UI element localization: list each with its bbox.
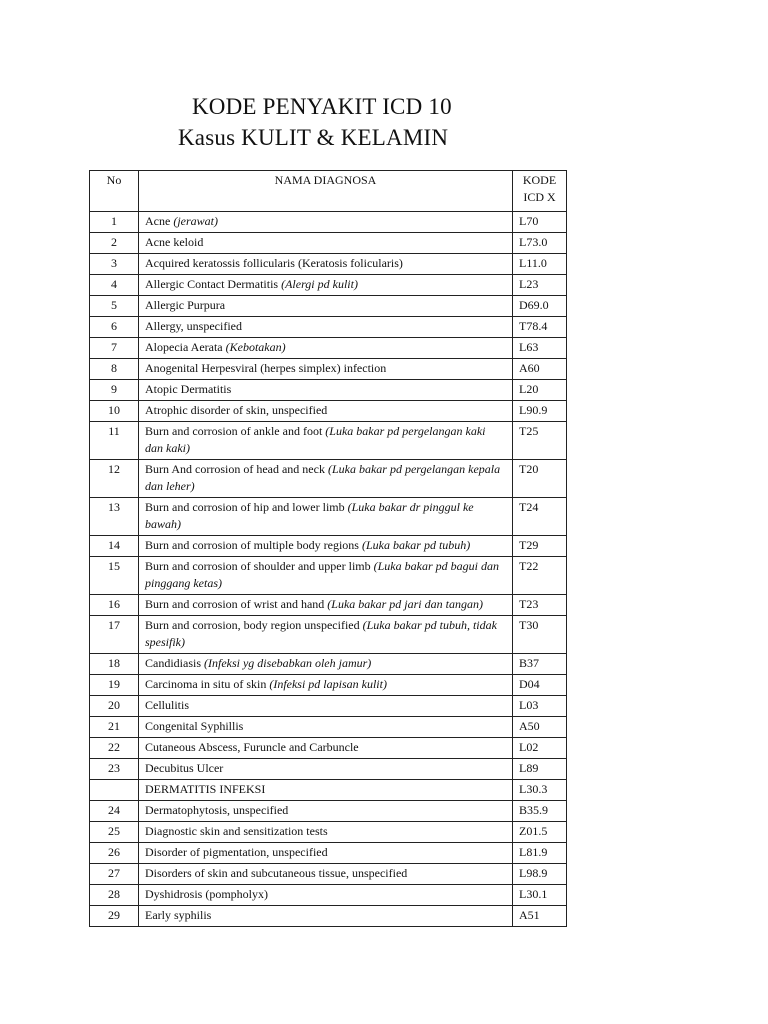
icd-code: T30 <box>513 616 567 654</box>
row-number: 10 <box>90 401 139 422</box>
icd-code: L23 <box>513 275 567 296</box>
diagnosis-cell <box>139 696 513 717</box>
row-number: 9 <box>90 380 139 401</box>
diagnosis-cell <box>139 616 513 654</box>
diagnosis-cell <box>139 317 513 338</box>
diagnosis-cell <box>139 675 513 696</box>
icd-code: L81.9 <box>513 843 567 864</box>
diagnosis-cell <box>139 254 513 275</box>
icd-code: B37 <box>513 654 567 675</box>
diagnosis-cell <box>139 380 513 401</box>
diagnosis-name: DERMATITIS INFEKSI <box>145 782 266 796</box>
diagnosis-name: Burn and corrosion of shoulder and upper limb <box>145 559 371 573</box>
header-diagnosis: NAMA DIAGNOSA <box>139 171 513 212</box>
diagnosis-cell <box>139 843 513 864</box>
icd-code: L03 <box>513 696 567 717</box>
row-number: 26 <box>90 843 139 864</box>
row-number: 13 <box>90 498 139 536</box>
diagnosis-note: (Luka bakar pd tubuh) <box>361 538 471 552</box>
table-row <box>90 460 567 498</box>
diagnosis-note: (Infeksi yg disebabkan oleh jamur) <box>204 656 372 670</box>
table-row <box>90 864 567 885</box>
diagnosis-cell <box>139 759 513 780</box>
diagnosis-name: Atopic Dermatitis <box>145 382 232 396</box>
diagnosis-name: Early syphilis <box>145 908 212 922</box>
table-row <box>90 675 567 696</box>
diagnosis-cell <box>139 885 513 906</box>
icd-code: A50 <box>513 717 567 738</box>
diagnosis-note: (Kebotakan) <box>225 340 286 354</box>
row-number: 2 <box>90 233 139 254</box>
header-code-line2: ICD X <box>523 190 556 204</box>
diagnosis-name: Burn And corrosion of head and neck <box>145 462 325 476</box>
icd-code: A51 <box>513 906 567 927</box>
row-number: 14 <box>90 536 139 557</box>
icd-code: L30.1 <box>513 885 567 906</box>
table-row <box>90 780 567 801</box>
table-row <box>90 616 567 654</box>
header-code-line1: KODE <box>522 173 557 187</box>
table-row <box>90 595 567 616</box>
diagnosis-note: (Luka bakar pd bagui dan pinggang ketas) <box>145 559 499 590</box>
row-number <box>90 780 139 801</box>
icd-code: L11.0 <box>513 254 567 275</box>
diagnosis-cell <box>139 338 513 359</box>
table-row <box>90 738 567 759</box>
diagnosis-note: (Luka bakar pd tubuh, tidak spesifik) <box>145 618 497 649</box>
table-row <box>90 401 567 422</box>
diagnosis-note: (Alergi pd kulit) <box>281 277 358 291</box>
row-number: 8 <box>90 359 139 380</box>
icd-code: D69.0 <box>513 296 567 317</box>
row-number: 7 <box>90 338 139 359</box>
row-number: 1 <box>90 212 139 233</box>
diagnosis-name: Alopecia Aerata <box>145 340 223 354</box>
table-row <box>90 422 567 460</box>
icd-code: T23 <box>513 595 567 616</box>
icd-code: L70 <box>513 212 567 233</box>
row-number: 6 <box>90 317 139 338</box>
table-row <box>90 233 567 254</box>
diagnosis-cell <box>139 460 513 498</box>
icd-code: T78.4 <box>513 317 567 338</box>
table-row <box>90 338 567 359</box>
diagnosis-note: (Infeksi pd lapisan kulit) <box>269 677 387 691</box>
row-number: 27 <box>90 864 139 885</box>
diagnosis-cell <box>139 780 513 801</box>
diagnosis-cell <box>139 906 513 927</box>
diagnosis-note: (jerawat) <box>173 214 218 228</box>
diagnosis-cell <box>139 359 513 380</box>
table-row <box>90 296 567 317</box>
diagnosis-cell <box>139 422 513 460</box>
icd-code: T29 <box>513 536 567 557</box>
icd-code: L98.9 <box>513 864 567 885</box>
diagnosis-name: Anogenital Herpesviral (herpes simplex) infection <box>145 361 387 375</box>
diagnosis-name: Congenital Syphillis <box>145 719 244 733</box>
table-row <box>90 536 567 557</box>
table-row <box>90 906 567 927</box>
diagnosis-name: Acquired keratossis follicularis (Keratosis folicularis) <box>145 256 403 270</box>
header-no: No <box>90 171 139 212</box>
icd-code-table <box>89 170 567 927</box>
diagnosis-note: (Luka bakar pd pergelangan kepala dan leher) <box>145 462 501 493</box>
row-number: 5 <box>90 296 139 317</box>
header-code <box>513 171 567 212</box>
diagnosis-cell <box>139 401 513 422</box>
table-row <box>90 801 567 822</box>
diagnosis-cell <box>139 212 513 233</box>
diagnosis-name: Acne keloid <box>145 235 204 249</box>
icd-code: T24 <box>513 498 567 536</box>
diagnosis-name: Candidiasis <box>145 656 201 670</box>
table-row <box>90 717 567 738</box>
table-row <box>90 759 567 780</box>
diagnosis-cell <box>139 233 513 254</box>
diagnosis-name: Burn and corrosion, body region unspecified <box>145 618 360 632</box>
row-number: 3 <box>90 254 139 275</box>
diagnosis-name: Burn and corrosion of hip and lower limb <box>145 500 345 514</box>
icd-code: L20 <box>513 380 567 401</box>
table-row <box>90 275 567 296</box>
diagnosis-cell <box>139 498 513 536</box>
diagnosis-name: Disorder of pigmentation, unspecified <box>145 845 328 859</box>
row-number: 21 <box>90 717 139 738</box>
row-number: 24 <box>90 801 139 822</box>
diagnosis-name: Cutaneous Abscess, Furuncle and Carbuncle <box>145 740 359 754</box>
row-number: 29 <box>90 906 139 927</box>
table-row <box>90 498 567 536</box>
table-row <box>90 380 567 401</box>
icd-code: T22 <box>513 557 567 595</box>
diagnosis-name: Cellulitis <box>145 698 190 712</box>
row-number: 20 <box>90 696 139 717</box>
table-body <box>90 212 567 927</box>
row-number: 11 <box>90 422 139 460</box>
document-title: KODE PENYAKIT ICD 10 <box>192 94 452 119</box>
icd-code: L90.9 <box>513 401 567 422</box>
diagnosis-name: Decubitus Ulcer <box>145 761 224 775</box>
diagnosis-name: Diagnostic skin and sensitization tests <box>145 824 328 838</box>
row-number: 23 <box>90 759 139 780</box>
table-row <box>90 885 567 906</box>
row-number: 19 <box>90 675 139 696</box>
icd-code: L73.0 <box>513 233 567 254</box>
row-number: 18 <box>90 654 139 675</box>
diagnosis-cell <box>139 557 513 595</box>
diagnosis-name: Dermatophytosis, unspecified <box>145 803 289 817</box>
diagnosis-cell <box>139 801 513 822</box>
table-row <box>90 696 567 717</box>
table-row <box>90 822 567 843</box>
diagnosis-note: (Luka bakar pd pergelangan kaki dan kaki) <box>145 424 486 455</box>
table-row <box>90 317 567 338</box>
diagnosis-name: Burn and corrosion of multiple body regions <box>145 538 359 552</box>
row-number: 25 <box>90 822 139 843</box>
table-row <box>90 254 567 275</box>
diagnosis-cell <box>139 717 513 738</box>
diagnosis-name: Burn and corrosion of ankle and foot <box>145 424 323 438</box>
table-row <box>90 654 567 675</box>
icd-code: T20 <box>513 460 567 498</box>
icd-code: B35.9 <box>513 801 567 822</box>
table-header-row <box>90 171 567 212</box>
icd-code: T25 <box>513 422 567 460</box>
icd-code: A60 <box>513 359 567 380</box>
row-number: 15 <box>90 557 139 595</box>
diagnosis-cell <box>139 536 513 557</box>
diagnosis-cell <box>139 822 513 843</box>
diagnosis-cell <box>139 654 513 675</box>
diagnosis-name: Dyshidrosis (pompholyx) <box>145 887 268 901</box>
diagnosis-name: Allergy, unspecified <box>145 319 242 333</box>
diagnosis-name: Burn and corrosion of wrist and hand <box>145 597 325 611</box>
diagnosis-cell <box>139 864 513 885</box>
row-number: 22 <box>90 738 139 759</box>
diagnosis-name: Allergic Contact Dermatitis <box>145 277 279 291</box>
icd-code: L63 <box>513 338 567 359</box>
row-number: 16 <box>90 595 139 616</box>
diagnosis-cell <box>139 738 513 759</box>
row-number: 28 <box>90 885 139 906</box>
document-subtitle: Kasus KULIT & KELAMIN <box>178 125 449 150</box>
table-row <box>90 359 567 380</box>
icd-code: Z01.5 <box>513 822 567 843</box>
diagnosis-note: (Luka bakar dr pinggul ke bawah) <box>145 500 474 531</box>
diagnosis-cell <box>139 275 513 296</box>
diagnosis-note: (Luka bakar pd jari dan tangan) <box>327 597 483 611</box>
table-row <box>90 843 567 864</box>
diagnosis-name: Disorders of skin and subcutaneous tissue, unspecified <box>145 866 408 880</box>
row-number: 4 <box>90 275 139 296</box>
row-number: 12 <box>90 460 139 498</box>
diagnosis-name: Carcinoma in situ of skin <box>145 677 267 691</box>
diagnosis-name: Acne <box>145 214 171 228</box>
diagnosis-name: Atrophic disorder of skin, unspecified <box>145 403 328 417</box>
diagnosis-name: Allergic Purpura <box>145 298 226 312</box>
table-row <box>90 557 567 595</box>
table-row <box>90 212 567 233</box>
diagnosis-cell <box>139 595 513 616</box>
icd-code: L02 <box>513 738 567 759</box>
row-number: 17 <box>90 616 139 654</box>
icd-code: D04 <box>513 675 567 696</box>
diagnosis-cell <box>139 296 513 317</box>
icd-code: L89 <box>513 759 567 780</box>
icd-code: L30.3 <box>513 780 567 801</box>
